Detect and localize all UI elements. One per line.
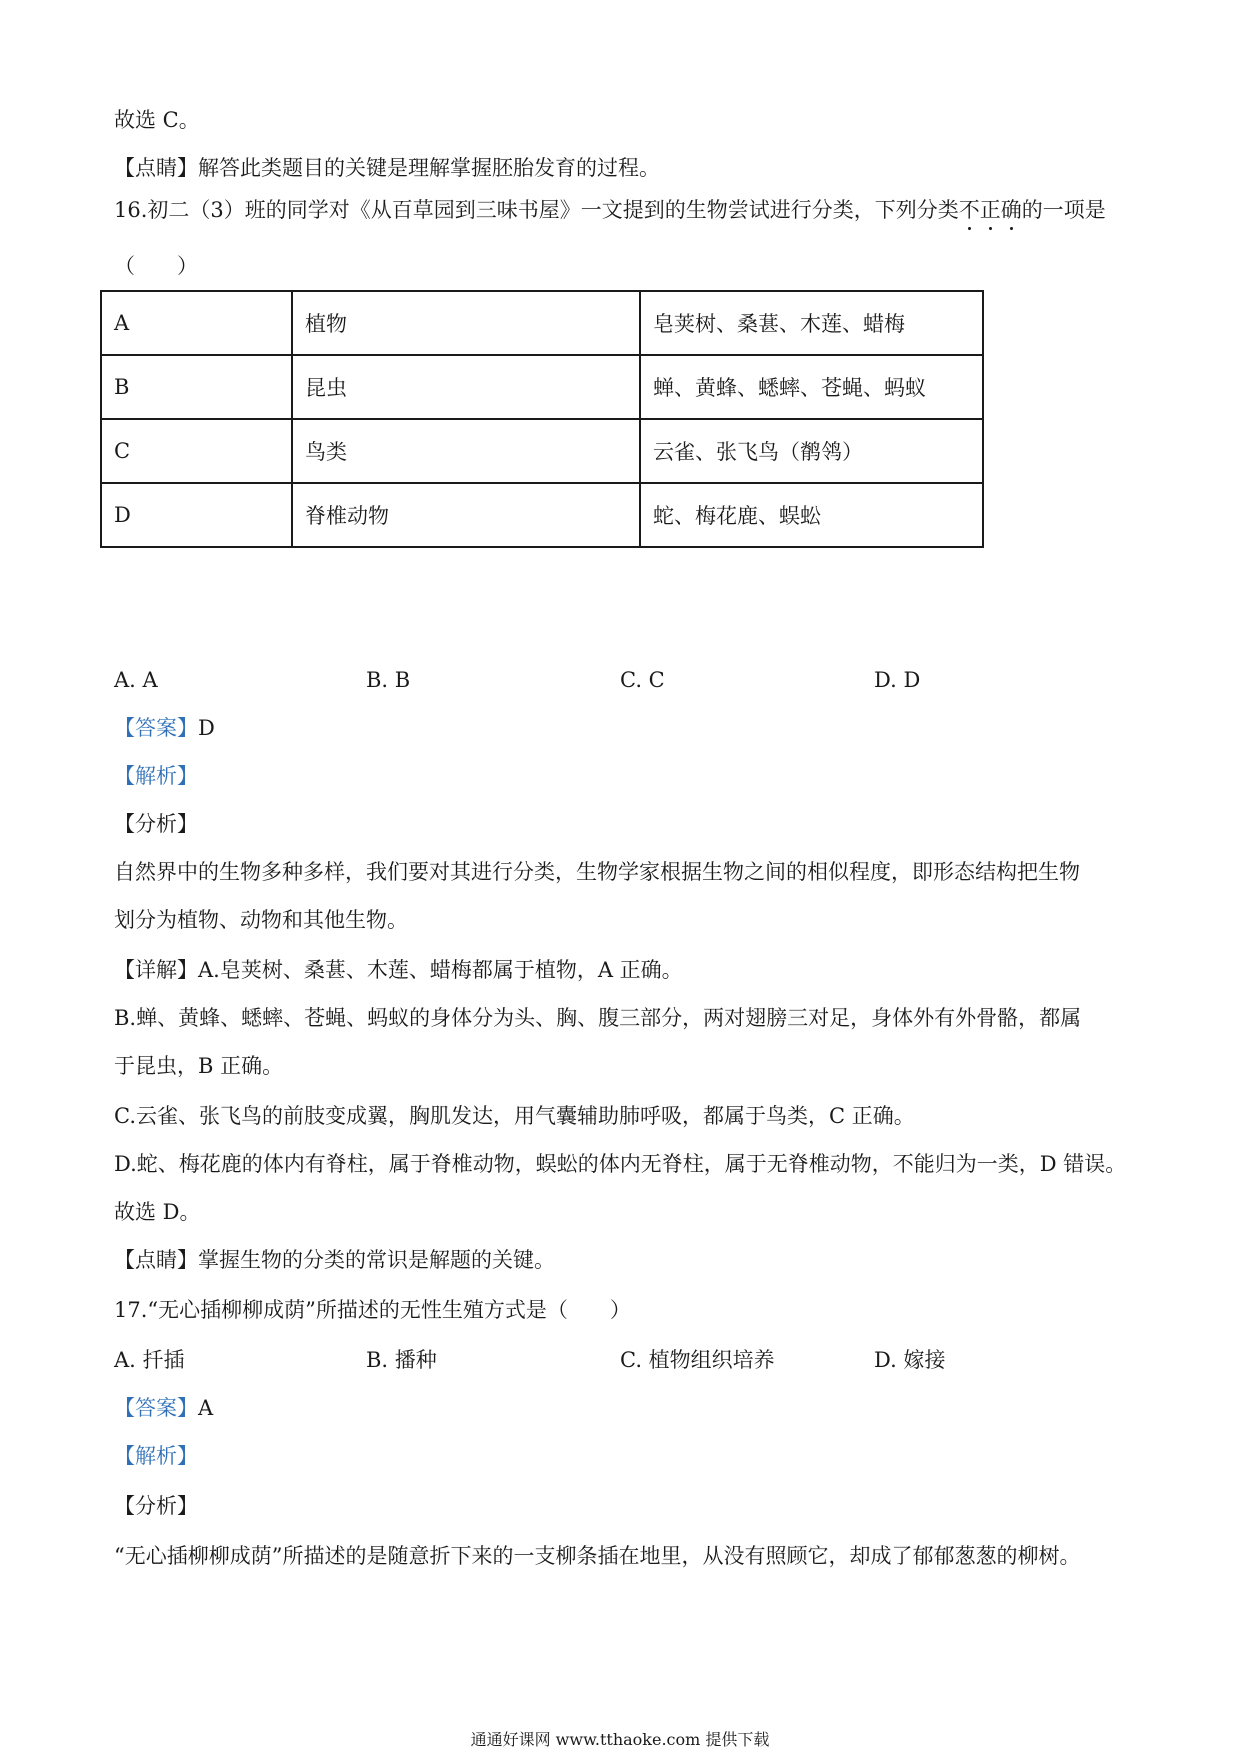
row-members: 蛇、梅花鹿、蜈蚣 <box>640 483 983 547</box>
q16-option-b: B. B <box>366 668 411 692</box>
q16-option-c: C. C <box>620 668 665 692</box>
q16-tip <box>114 1246 555 1274</box>
q17-stem: 17.“无心插柳柳成荫”所描述的无性生殖方式是（ ） <box>114 1298 631 1322</box>
page-footer: 通通好课网 www.tthaoke.com 提供下载 <box>470 1730 770 1749</box>
q16-fenxi-tag: 【分析】 <box>114 812 198 836</box>
row-category: 昆虫 <box>292 355 640 419</box>
q16-fenxi-line1: 自然界中的生物多种多样，我们要对其进行分类，生物学家根据生物之间的相似程度，即形态结构把生物 <box>114 860 1080 884</box>
q16-emph-char: 正 <box>979 198 1001 222</box>
table-row <box>101 355 983 419</box>
q16-fenxi-line2: 划分为植物、动物和其他生物。 <box>114 908 408 932</box>
q17-fenxi-tag: 【分析】 <box>114 1494 198 1518</box>
row-members: 皂荚树、桑葚、木莲、蜡梅 <box>640 291 983 355</box>
q16-stem <box>114 196 1106 224</box>
answer-tag: 【答案】 <box>114 1396 198 1420</box>
q16-paren: （ ） <box>114 254 198 278</box>
row-letter: B <box>101 355 292 419</box>
q16-detail-d: D.蛇、梅花鹿的体内有脊柱，属于脊椎动物，蜈蚣的体内无脊柱，属于无脊椎动物，不能归为一类，D 错误。 <box>114 1152 1127 1176</box>
detail-tag: 【详解】 <box>114 958 198 982</box>
tip-tag: 【点睛】 <box>114 156 198 180</box>
answer-value: D <box>198 716 215 740</box>
row-letter: C <box>101 419 292 483</box>
q16-option-a: A. A <box>114 668 158 692</box>
q16-emph-char: 不 <box>958 198 980 222</box>
tip-text: 解答此类题目的关键是理解掌握胚胎发育的过程。 <box>198 156 660 180</box>
q17-fenxi-line1: “无心插柳柳成荫”所描述的是随意折下来的一支柳条插在地里，从没有照顾它，却成了郁郁葱葱的柳树。 <box>114 1544 1081 1568</box>
q16-option-d: D. D <box>874 668 921 692</box>
row-category: 脊椎动物 <box>292 483 640 547</box>
q16-detail-c: C.云雀、张飞鸟的前肢变成翼，胸肌发达，用气囊辅助肺呼吸，都属于鸟类，C 正确。 <box>114 1104 915 1128</box>
q16-stem-a: 16.初二（3）班的同学对《从百草园到三味书屋》一文提到的生物尝试进行分类，下列分类 <box>114 198 959 222</box>
row-category: 鸟类 <box>292 419 640 483</box>
q16-analysis-tag: 【解析】 <box>114 764 198 788</box>
prev-tip <box>114 154 660 182</box>
q17-answer <box>114 1394 213 1422</box>
q17-option-c: C. 植物组织培养 <box>620 1348 775 1372</box>
table-row <box>101 291 983 355</box>
q16-detail-a <box>114 956 683 984</box>
q16-conclusion: 故选 D。 <box>114 1200 201 1224</box>
detail-a-text: A.皂荚树、桑葚、木莲、蜡梅都属于植物，A 正确。 <box>198 958 683 982</box>
q17-option-d: D. 嫁接 <box>874 1348 946 1372</box>
q16-stem-b: 的一项是 <box>1021 198 1106 222</box>
row-letter: A <box>101 291 292 355</box>
answer-value: A <box>198 1396 214 1420</box>
tip-text: 掌握生物的分类的常识是解题的关键。 <box>198 1248 555 1272</box>
prev-conclusion: 故选 C。 <box>114 108 200 132</box>
q16-detail-b2: 于昆虫，B 正确。 <box>114 1054 284 1078</box>
row-category: 植物 <box>292 291 640 355</box>
q16-emph-char: 确 <box>1000 198 1022 222</box>
q17-analysis-tag: 【解析】 <box>114 1444 198 1468</box>
table-row <box>101 419 983 483</box>
answer-tag: 【答案】 <box>114 716 198 740</box>
row-members: 蝉、黄蜂、蟋蟀、苍蝇、蚂蚁 <box>640 355 983 419</box>
table-row <box>101 483 983 547</box>
row-members: 云雀、张飞鸟（鹡鸰） <box>640 419 983 483</box>
q16-detail-b1: B.蝉、黄蜂、蟋蟀、苍蝇、蚂蚁的身体分为头、胸、腹三部分，两对翅膀三对足，身体外有外骨骼，都属 <box>114 1006 1082 1030</box>
q17-option-a: A. 扦插 <box>114 1348 185 1372</box>
q16-answer <box>114 714 215 742</box>
q16-classification-table <box>100 290 984 548</box>
q17-option-b: B. 播种 <box>366 1348 437 1372</box>
row-letter: D <box>101 483 292 547</box>
tip-tag: 【点睛】 <box>114 1248 198 1272</box>
